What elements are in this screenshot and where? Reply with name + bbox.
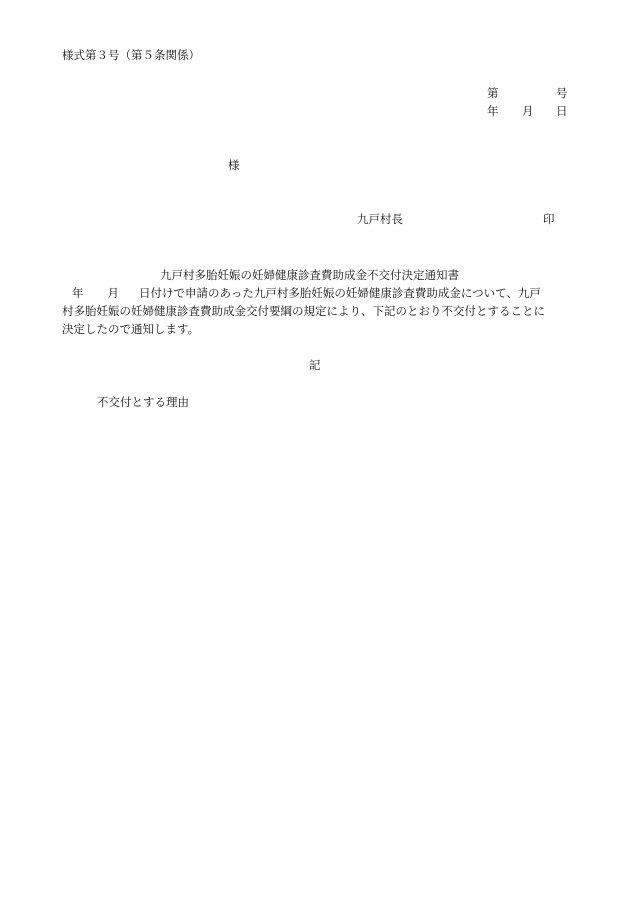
date-day-label: 日	[556, 104, 568, 118]
record-heading: 記	[309, 358, 321, 372]
date-month-label: 月	[522, 104, 534, 118]
body-month-label: 月	[107, 286, 119, 300]
form-number: 様式第３号（第５条関係）	[62, 48, 200, 62]
body-line-1-text: 日付けで申請のあった九戸村多胎妊娠の妊婦健康診査費助成金について、九戸	[139, 286, 541, 300]
body-line-1	[62, 284, 567, 302]
document-title: 九戸村多胎妊娠の妊婦健康診査費助成金不交付決定通知書	[160, 268, 459, 282]
body-year-label: 年	[72, 286, 84, 300]
body-paragraph	[62, 284, 567, 338]
reason-label: 不交付とする理由	[97, 395, 189, 409]
document-number-prefix: 第	[487, 86, 499, 100]
addressee-honorific: 様	[228, 158, 240, 172]
issuer-name: 九戸村長	[357, 212, 403, 226]
seal-mark: 印	[543, 212, 555, 226]
body-line-2: 村多胎妊娠の妊婦健康診査費助成金交付要綱の規定により、下記のとおり不交付とすることに	[62, 304, 545, 318]
body-line-3: 決定したので通知します。	[62, 322, 200, 336]
document-number-suffix: 号	[556, 86, 568, 100]
date-year-label: 年	[487, 104, 499, 118]
